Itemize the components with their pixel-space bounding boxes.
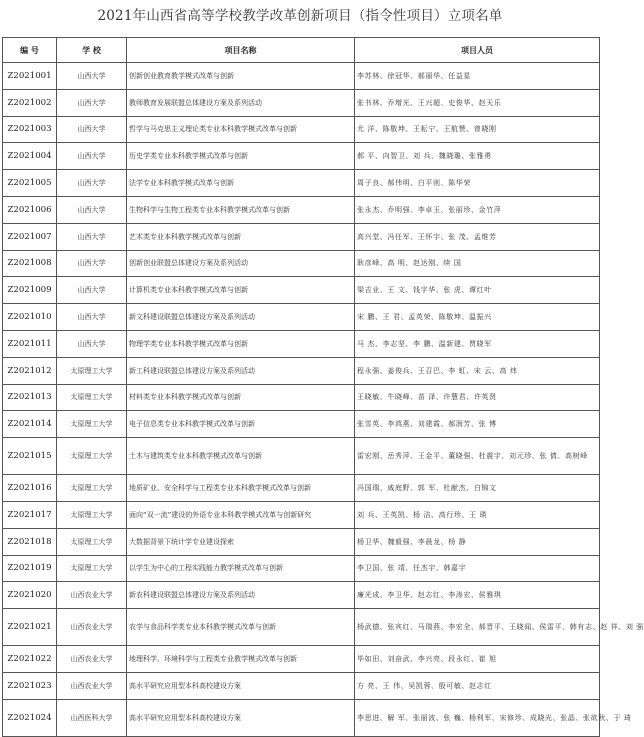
cell-project: 新工科建设联盟总体建设方案及系列活动	[127, 357, 355, 384]
cell-project: 创新创业联盟总体建设方案及系列活动	[127, 250, 355, 277]
column-header-code: 编 号	[3, 38, 57, 63]
cell-school: 山西大学	[57, 277, 127, 304]
cell-project: 物理学类专业本科教学模式改革与创新	[127, 330, 355, 357]
cell-project: 新文科建设联盟总体建设方案及系列活动	[127, 304, 355, 331]
cell-people: 毕如田、刘奋武、李兴亮、段永红、崔 旭	[355, 646, 600, 673]
table-row	[3, 501, 600, 528]
table-row	[3, 250, 600, 277]
cell-code: Z2021013	[3, 384, 57, 411]
cell-people: 张雪英、李鸿燕、刘建霞、郝润芳、张 博	[355, 411, 600, 438]
cell-people: 高兴堂、冯任军、王怀宇、张 茂、孟维芳	[355, 223, 600, 250]
cell-people: 程永强、姜俊兵、王召巴、李 虹、宋 云、高 炜	[355, 357, 600, 384]
table-row	[3, 170, 600, 197]
cell-school: 太原理工大学	[57, 438, 127, 475]
column-header-school: 学 校	[57, 38, 127, 63]
table-row	[3, 330, 600, 357]
cell-project: 教师教育发展联盟总体建设方案及系列活动	[127, 89, 355, 116]
cell-code: Z2021009	[3, 277, 57, 304]
cell-project: 新农科建设联盟总体建设方案及系列活动	[127, 582, 355, 609]
cell-project: 计算机类专业本科教学模式改革与创新	[127, 277, 355, 304]
cell-project: 地理科学、环境科学与工程类专业教学模式改革与创新	[127, 646, 355, 673]
cell-code: Z2021016	[3, 475, 57, 502]
cell-people: 方 亮、王 伟、吴凯蓉、殷可敏、赵志红	[355, 672, 600, 699]
cell-school: 太原理工大学	[57, 555, 127, 582]
cell-people: 耿彦峰、高 明、赵达刚、续 国	[355, 250, 600, 277]
cell-code: Z2021014	[3, 411, 57, 438]
table-row	[3, 609, 600, 646]
cell-project: 大数据背景下统计学专业建设探索	[127, 528, 355, 555]
table-row	[3, 357, 600, 384]
cell-people: 杨武德、张宾红、马瑞燕、李宏全、郝晋平、王晓闻、侯雷平、韩有志、赵 祥、刘 强	[355, 609, 600, 646]
table-row	[3, 438, 600, 475]
cell-people: 宋 鹏、王 君、孟英荣、陈敬坤、温振兴	[355, 304, 600, 331]
cell-code: Z2021021	[3, 609, 57, 646]
cell-people: 张永杰、乔明强、李卓玉、张丽珍、金竹萍	[355, 196, 600, 223]
table-row	[3, 582, 600, 609]
cell-code: Z2021002	[3, 89, 57, 116]
cell-code: Z2021019	[3, 555, 57, 582]
cell-school: 山西农业大学	[57, 582, 127, 609]
cell-code: Z2021008	[3, 250, 57, 277]
cell-code: Z2021004	[3, 143, 57, 170]
cell-code: Z2021024	[3, 699, 57, 736]
table-row	[3, 143, 600, 170]
cell-school: 太原理工大学	[57, 384, 127, 411]
cell-code: Z2021001	[3, 63, 57, 90]
column-header-project: 项目名称	[127, 38, 355, 63]
cell-school: 山西医科大学	[57, 699, 127, 736]
cell-people: 马 杰、李志坚、李 鹏、温新建、贾晓军	[355, 330, 600, 357]
table-row	[3, 384, 600, 411]
cell-school: 山西大学	[57, 89, 127, 116]
cell-code: Z2021012	[3, 357, 57, 384]
cell-school: 太原理工大学	[57, 501, 127, 528]
table-body	[3, 63, 644, 737]
cell-school: 山西农业大学	[57, 672, 127, 699]
cell-project: 材料类专业本科教学模式改革与创新	[127, 384, 355, 411]
cell-people: 李卫国、张 靖、任杰宇、韩嘉宇	[355, 555, 600, 582]
cell-project: 高水平研究应用型本科高校建设方案	[127, 699, 355, 736]
table-header-row	[3, 38, 600, 63]
cell-project: 生物科学与生物工程类专业本科教学模式改革与创新	[127, 196, 355, 223]
table-row	[3, 304, 600, 331]
cell-code: Z2021017	[3, 501, 57, 528]
cell-code: Z2021023	[3, 672, 57, 699]
table-row	[3, 411, 600, 438]
cell-people: 张书林、乔增光、王兴超、史俊华、赵天乐	[355, 89, 600, 116]
cell-people: 杨卫华、魏毅强、李晨龙、杨 静	[355, 528, 600, 555]
cell-project: 面向“双一流”建设的外语专业本科教学模式改革与创新研究	[127, 501, 355, 528]
column-header-people: 项目人员	[355, 38, 600, 63]
cell-school: 山西农业大学	[57, 646, 127, 673]
cell-code: Z2021015	[3, 438, 57, 475]
cell-project: 哲学与马克思主义理论类专业本科教学模式改革与创新	[127, 116, 355, 143]
cell-people: 梁吉业、王 文、钱宇华、张 虎、谭红叶	[355, 277, 600, 304]
cell-school: 太原理工大学	[57, 475, 127, 502]
cell-project: 创新创业教育教学模式改革与创新	[127, 63, 355, 90]
cell-project: 以学生为中心的工程实践能力教学模式改革与创新	[127, 555, 355, 582]
cell-code: Z2021005	[3, 170, 57, 197]
table-row	[3, 223, 600, 250]
cell-school: 山西大学	[57, 170, 127, 197]
cell-people: 李思进、解 军、张丽波、张 巍、杨利军、宋修珍、成晓光、张晶、张欲秋、于 琦	[355, 699, 600, 736]
table-row	[3, 699, 600, 736]
table-row	[3, 528, 600, 555]
cell-people: 李苏林、徐冠华、郝丽华、任益星	[355, 63, 600, 90]
cell-people: 王晓敏、牛晓峰、苗 泽、许慧君、许英贤	[355, 384, 600, 411]
table-row	[3, 89, 600, 116]
cell-school: 山西农业大学	[57, 609, 127, 646]
cell-school: 山西大学	[57, 250, 127, 277]
cell-school: 山西大学	[57, 223, 127, 250]
cell-school: 山西大学	[57, 330, 127, 357]
cell-school: 太原理工大学	[57, 528, 127, 555]
cell-code: Z2021020	[3, 582, 57, 609]
table-row	[3, 277, 600, 304]
cell-project: 法学专业本科教学模式改革与创新	[127, 170, 355, 197]
table-row	[3, 646, 600, 673]
cell-people: 郝 平、向智卫、刘 兵、魏晓璐、张雅勇	[355, 143, 600, 170]
cell-people: 刘 兵、王英凯、杨 洁、高行珍、王 瑛	[355, 501, 600, 528]
cell-people: 冯国瑞、戚庭野、郭 军、杜献杰、白锦文	[355, 475, 600, 502]
cell-project: 电子信息类专业本科教学模式改革与创新	[127, 411, 355, 438]
cell-school: 山西大学	[57, 196, 127, 223]
cell-people: 廉光成、李卫华、赵志红、李涛宏、侯雅琪	[355, 582, 600, 609]
cell-code: Z2021018	[3, 528, 57, 555]
cell-code: Z2021010	[3, 304, 57, 331]
cell-school: 太原理工大学	[57, 357, 127, 384]
table-row	[3, 475, 600, 502]
cell-project: 高水平研究应用型本科高校建设方案	[127, 672, 355, 699]
table-row	[3, 196, 600, 223]
cell-people: 周子良、郝伟明、白平则、陈华荣	[355, 170, 600, 197]
cell-project: 艺术类专业本科教学模式改革与创新	[127, 223, 355, 250]
cell-school: 山西大学	[57, 63, 127, 90]
cell-school: 太原理工大学	[57, 411, 127, 438]
cell-code: Z2021003	[3, 116, 57, 143]
document-title: 2021年山西省高等学校教学改革创新项目（指令性项目）立项名单	[97, 8, 503, 24]
project-list-table	[2, 37, 644, 737]
cell-project: 土木与建筑类专业本科教学模式改革与创新	[127, 438, 355, 475]
table-row	[3, 672, 600, 699]
cell-school: 山西大学	[57, 116, 127, 143]
cell-people: 雷宏刚、岳秀萍、王金平、董晓强、杜震宇、刘元珍、张 倩、高树峰	[355, 438, 600, 475]
cell-school: 山西大学	[57, 304, 127, 331]
table-row	[3, 116, 600, 143]
table-row	[3, 555, 600, 582]
cell-project: 地质矿业、安全科学与工程类专业本科教学模式改革与创新	[127, 475, 355, 502]
cell-code: Z2021007	[3, 223, 57, 250]
cell-project: 农学与食品科学类专业本科教学模式改革与创新	[127, 609, 355, 646]
cell-code: Z2021011	[3, 330, 57, 357]
table-row	[3, 63, 600, 90]
cell-code: Z2021022	[3, 646, 57, 673]
cell-project: 历史学类专业本科教学模式改革与创新	[127, 143, 355, 170]
cell-code: Z2021006	[3, 196, 57, 223]
cell-people: 尤 洋、陈敬坤、王耘宁、王航赞、曾晓刚	[355, 116, 600, 143]
cell-school: 山西大学	[57, 143, 127, 170]
